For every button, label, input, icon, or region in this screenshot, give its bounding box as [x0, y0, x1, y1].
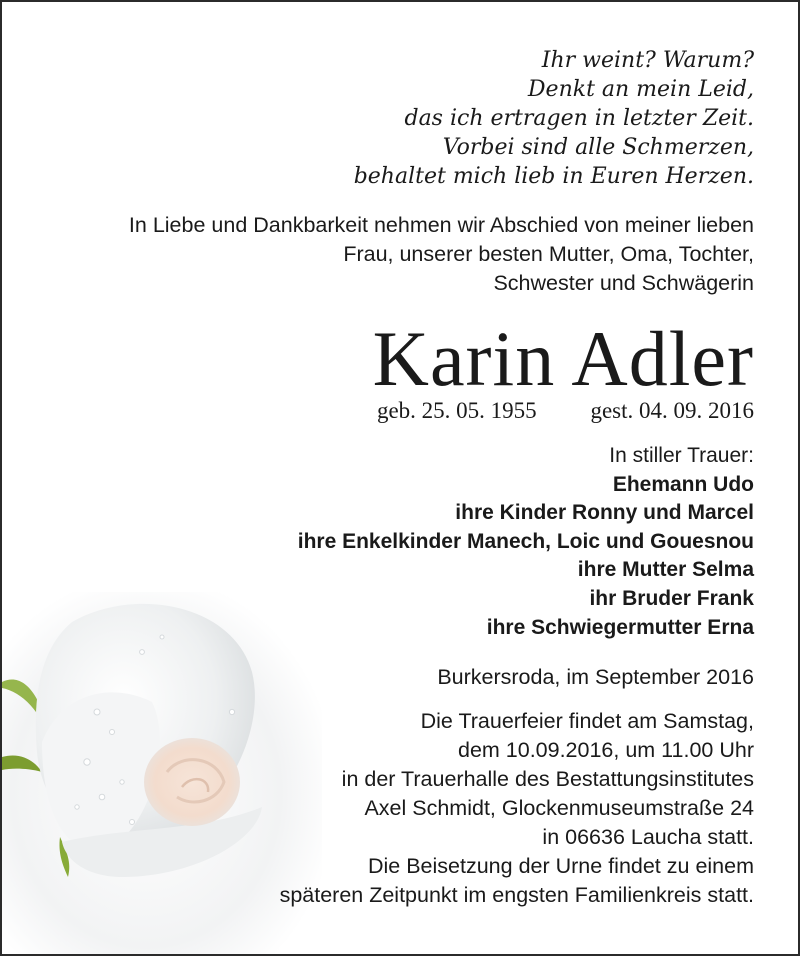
mourner-name: ihre Kinder Ronny und Marcel — [455, 501, 754, 525]
poem-line: das ich ertragen in letzter Zeit. — [404, 106, 754, 131]
mourner-name: ihr Bruder Frank — [589, 586, 754, 610]
ceremony-line: dem 10.09.2016, um 11.00 Uhr — [457, 738, 754, 762]
mourners-list — [298, 442, 754, 642]
death-date: gest. 04. 09. 2016 — [590, 398, 754, 423]
poem-line: Vorbei sind alle Schmerzen, — [442, 135, 754, 160]
mourner-name: ihre Enkelkinder Manech, Loic und Gouesnou — [297, 529, 754, 553]
poem-line: behaltet mich lieb in Euren Herzen. — [353, 164, 754, 189]
ceremony-line: Die Beisetzung der Urne findet zu einem — [367, 854, 754, 878]
deceased-name: Karin Adler — [372, 315, 754, 402]
mourner-name: ihre Schwiegermutter Erna — [486, 615, 754, 639]
life-dates — [377, 396, 754, 426]
mourner-name: Ehemann Udo — [612, 472, 754, 496]
poem-line: Denkt an mein Leid, — [527, 77, 754, 102]
ceremony-info — [280, 707, 754, 910]
intro-line: Frau, unserer besten Mutter, Oma, Tochter, — [343, 242, 754, 266]
poem — [354, 46, 754, 191]
intro-line: In Liebe und Dankbarkeit nehmen wir Abschied von meiner lieben — [128, 213, 754, 237]
ceremony-line: in 06636 Laucha statt. — [542, 825, 754, 849]
intro-line: Schwester und Schwägerin — [493, 271, 754, 295]
ceremony-line: in der Trauerhalle des Bestattungsinstitutes — [341, 767, 754, 791]
mourner-name: ihre Mutter Selma — [577, 558, 754, 582]
poem-line: Ihr weint? Warum? — [541, 48, 754, 73]
place-date: Burkersroda, im September 2016 — [437, 665, 754, 689]
ceremony-line: späteren Zeitpunkt im engsten Familienkreis statt. — [279, 883, 754, 907]
white-rose-icon — [2, 592, 322, 956]
ceremony-line: Die Trauerfeier findet am Samstag, — [420, 709, 754, 733]
birth-date: geb. 25. 05. 1955 — [376, 398, 537, 423]
intro-text — [34, 211, 754, 298]
ceremony-line: Axel Schmidt, Glockenmuseumstraße 24 — [364, 796, 754, 820]
mourners-heading: In stiller Trauer: — [609, 444, 754, 467]
